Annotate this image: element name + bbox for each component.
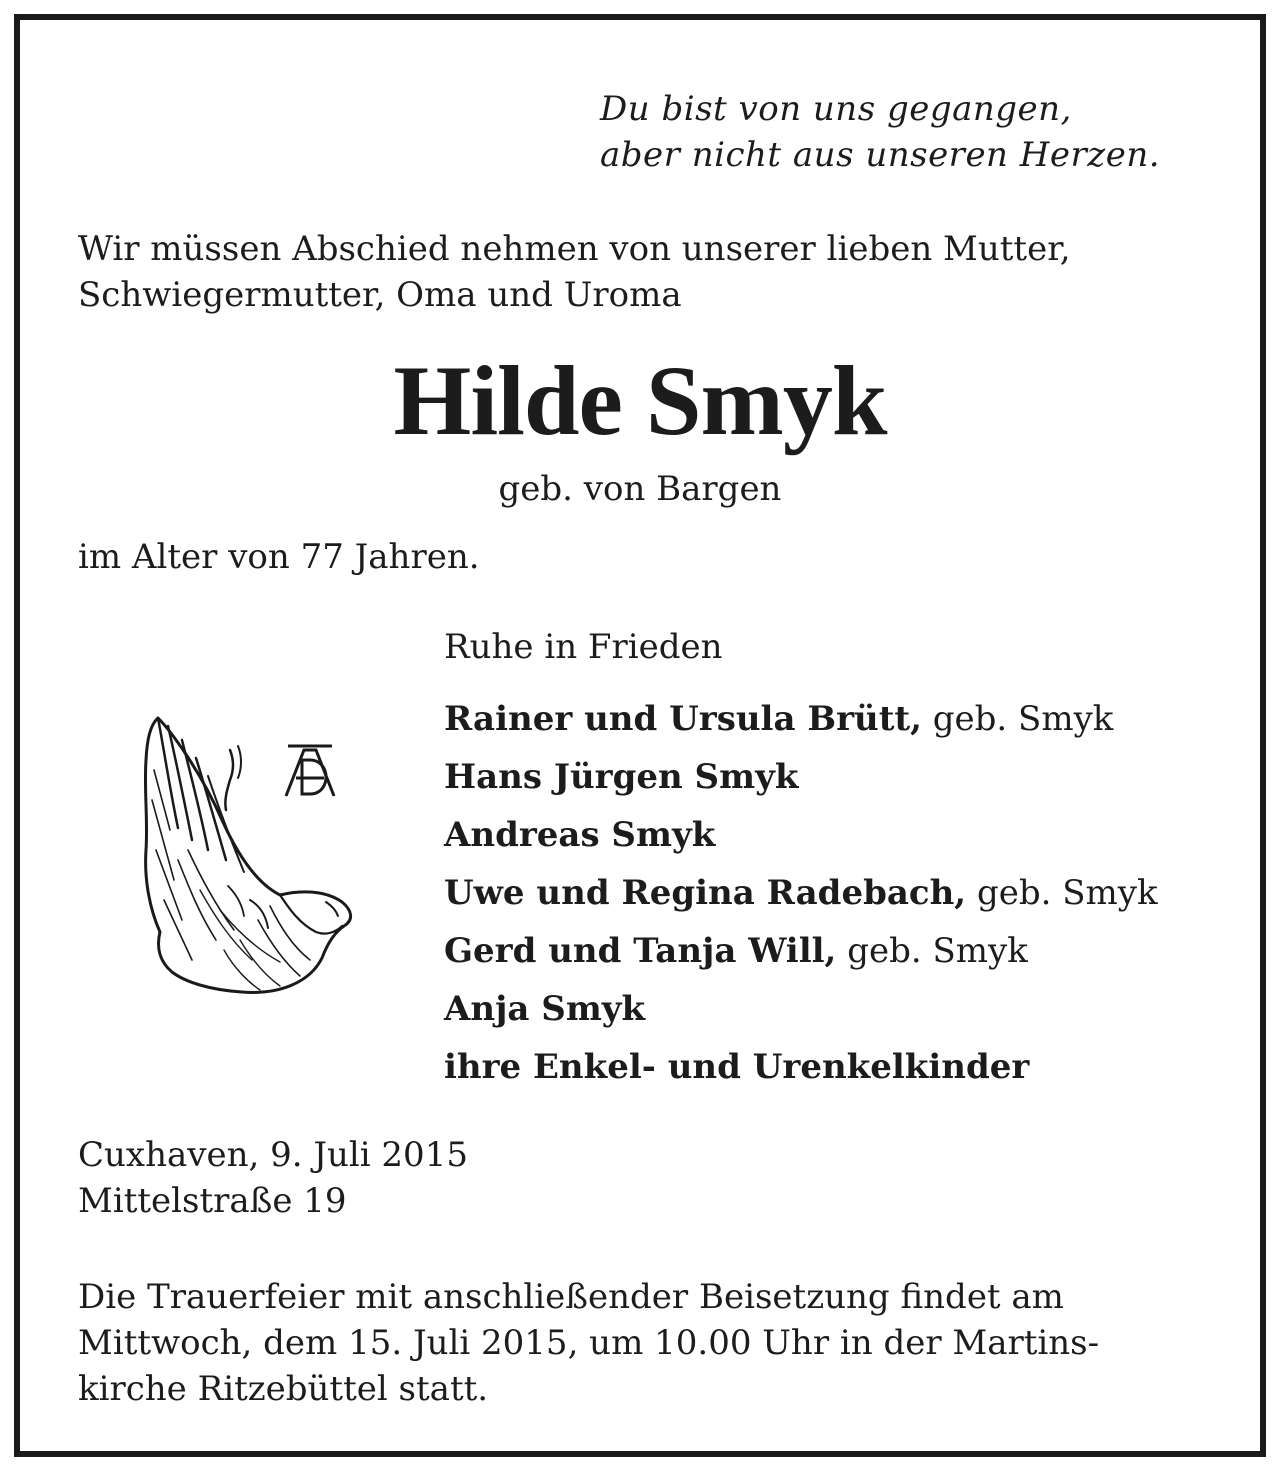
- intro-line-1: Wir müssen Abschied nehmen von unserer lieben Mutter,: [78, 229, 1071, 269]
- service-line-3: kirche Ritzebüttel statt.: [78, 1369, 489, 1409]
- mourner-item: [444, 748, 1158, 806]
- rest-in-peace: Ruhe in Frieden: [444, 627, 723, 667]
- mourner-name: Uwe und Regina Radebach,: [444, 873, 967, 913]
- service-info: [78, 1274, 1099, 1412]
- mourner-item: [444, 806, 1158, 864]
- maiden-name: geb. von Bargen: [498, 469, 782, 509]
- mourner-item: [444, 980, 1158, 1038]
- quote: [600, 86, 1160, 178]
- place-date-line-2: Mittelstraße 19: [78, 1181, 347, 1221]
- quote-line-2: aber nicht aus unseren Herzen.: [600, 135, 1161, 175]
- mourner-name: Anja Smyk: [444, 989, 646, 1029]
- quote-line-1: Du bist von uns gegangen,: [600, 89, 1072, 129]
- mourner-name: Gerd und Tanja Will,: [444, 931, 837, 971]
- service-line-2: Mittwoch, dem 15. Juli 2015, um 10.00 Uhr in der Martins-: [78, 1323, 1100, 1363]
- mourner-suffix: geb. Smyk: [921, 699, 1114, 739]
- mourner-name: Andreas Smyk: [444, 815, 716, 855]
- place-date-line-1: Cuxhaven, 9. Juli 2015: [78, 1135, 468, 1175]
- durer-monogram-icon: [282, 738, 338, 798]
- mourner-item: [444, 864, 1158, 922]
- intro-text: [78, 226, 1071, 318]
- obituary-frame: [14, 14, 1266, 1457]
- mourner-suffix: geb. Smyk: [836, 931, 1028, 971]
- age-text: im Alter von 77 Jahren.: [78, 537, 480, 577]
- mourner-item: [444, 922, 1158, 980]
- service-line-1: Die Trauerfeier mit anschließender Beisetzung findet am: [78, 1277, 1064, 1317]
- deceased-name: Hilde Smyk: [393, 345, 887, 456]
- mourner-item: [444, 1038, 1158, 1096]
- mourners-list: [444, 690, 1158, 1096]
- mourner-name: Rainer und Ursula Brütt,: [444, 699, 922, 739]
- mourner-item: [444, 690, 1158, 748]
- mourner-name: Hans Jürgen Smyk: [444, 757, 799, 797]
- mourner-suffix: geb. Smyk: [966, 873, 1158, 913]
- mourner-name: ihre Enkel- und Urenkelkinder: [444, 1047, 1030, 1087]
- intro-line-2: Schwiegermutter, Oma und Uroma: [78, 275, 682, 315]
- place-date: [78, 1132, 468, 1224]
